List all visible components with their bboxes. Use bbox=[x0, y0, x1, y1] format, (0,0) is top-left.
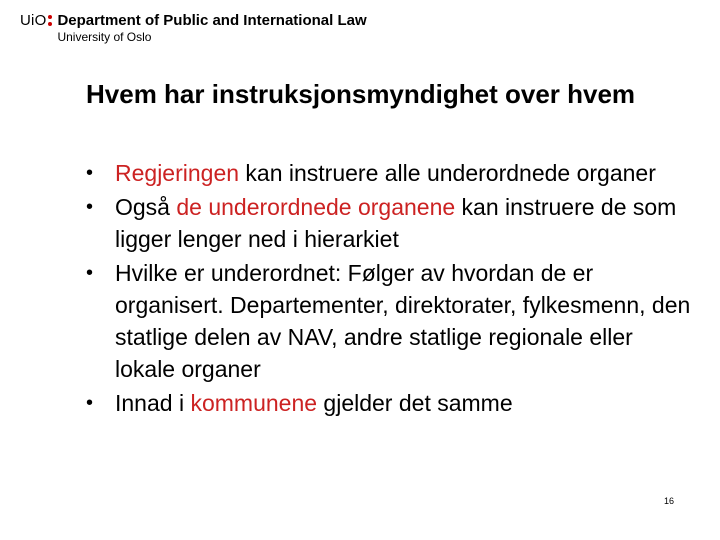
bullet-item bbox=[86, 387, 696, 419]
bullet-text: kan instruere de som ligger lenger ned i hierarkiet bbox=[115, 194, 677, 252]
bullet-dot: • bbox=[86, 392, 94, 414]
bullet-highlight: de underordnede organene bbox=[176, 194, 456, 220]
bullet-text: Også bbox=[115, 194, 177, 220]
bullet-highlight: Regjeringen bbox=[115, 160, 240, 186]
slide-header bbox=[20, 12, 367, 46]
bullet-text: gjelder det samme bbox=[317, 390, 513, 416]
bullet-text: Hvilke er underordnet: Følger av hvordan de er organisert. Departementer, direktorater, fylkesmenn, den statlige delen av NAV, andre statlige regionale eller lokale organer bbox=[115, 260, 691, 382]
bullet-dot: • bbox=[86, 196, 94, 218]
department-name: Department of Public and International Law bbox=[57, 12, 367, 29]
bullet-highlight: kommunene bbox=[190, 390, 318, 416]
university-name: University of Oslo bbox=[57, 30, 152, 44]
bullet-dot: • bbox=[86, 262, 94, 284]
slide-title: Hvem har instruksjonsmyndighet over hvem bbox=[86, 79, 636, 109]
bullet-text: kan instruere alle underordnede organer bbox=[239, 160, 656, 186]
uio-logo-dots-icon bbox=[48, 15, 53, 29]
uio-logo bbox=[20, 12, 57, 30]
uio-logo-text: UiO bbox=[20, 12, 47, 29]
bullet-list bbox=[86, 157, 696, 421]
page-number: 16 bbox=[664, 496, 675, 506]
header-text bbox=[57, 12, 366, 44]
bullet-text: Innad i bbox=[115, 390, 191, 416]
bullet-item bbox=[86, 257, 696, 385]
bullet-item bbox=[86, 191, 696, 255]
bullet-dot: • bbox=[86, 162, 94, 184]
bullet-item bbox=[86, 157, 696, 189]
